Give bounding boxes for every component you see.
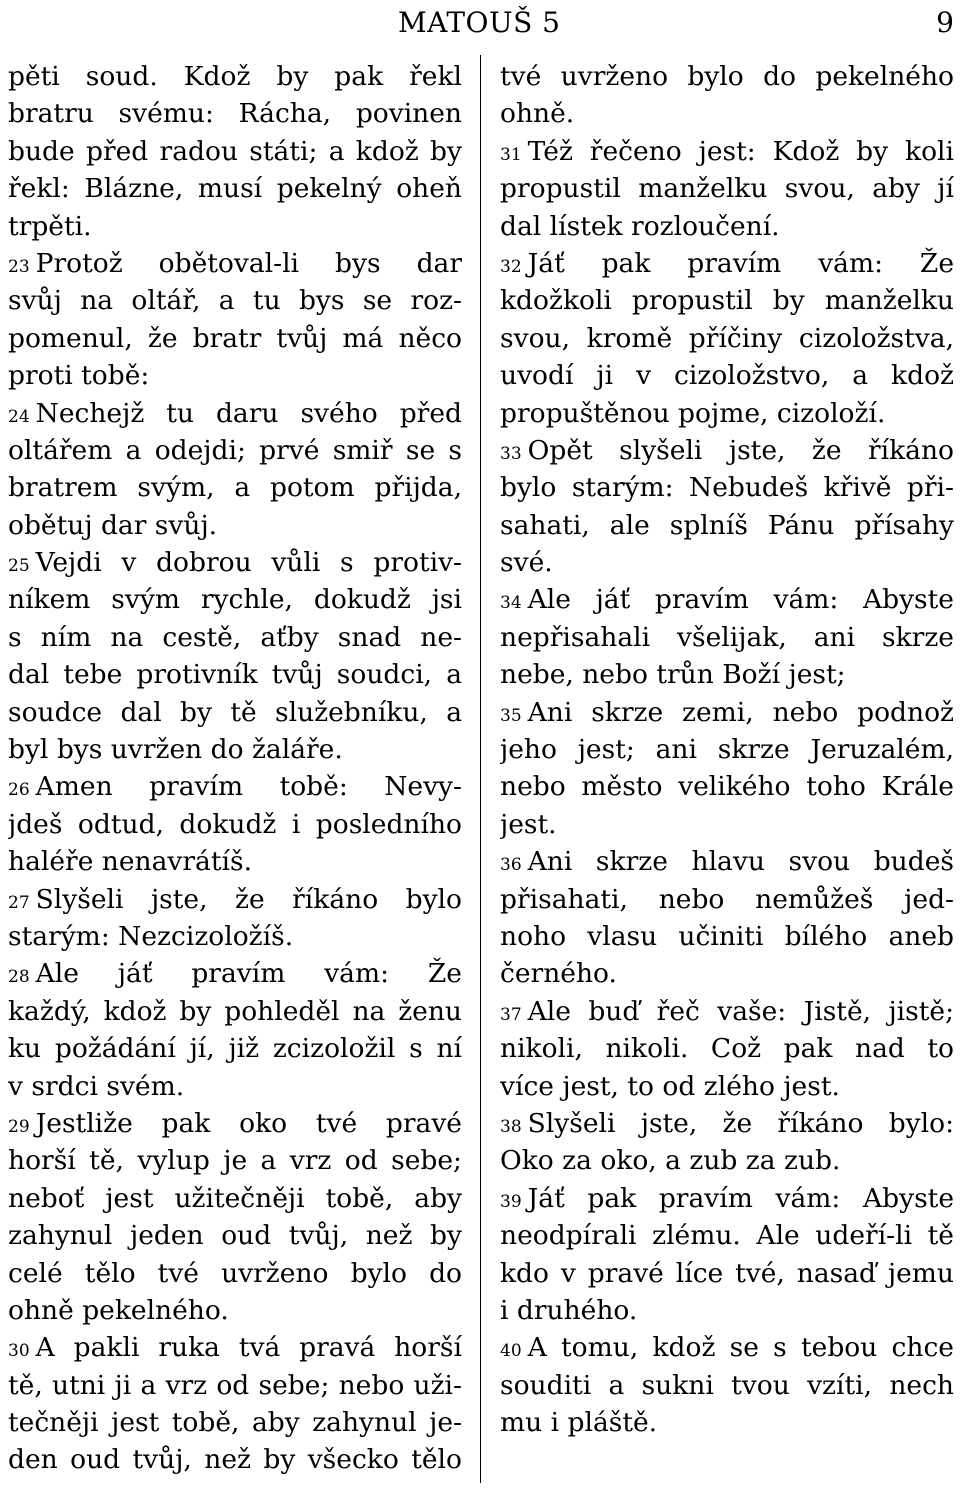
text-line bbox=[500, 1180, 954, 1217]
verse-number: 34 bbox=[500, 593, 522, 614]
line-text: svůj na oltář, a tu bys se roz- bbox=[8, 285, 462, 317]
text-line bbox=[8, 993, 462, 1030]
line-text: sahati, ale splníš Pánu přísahy bbox=[500, 509, 954, 541]
left-column bbox=[8, 58, 462, 1479]
line-text: uvodí ji v cizoložstvo, a kdož bbox=[500, 360, 954, 392]
text-line bbox=[8, 133, 462, 170]
text-line bbox=[500, 881, 954, 918]
line-text: propuštěnou pojme, cizoloží. bbox=[500, 397, 886, 429]
text-line bbox=[500, 581, 954, 618]
text-line bbox=[500, 656, 954, 693]
line-text: bude před radou státi; a kdož by bbox=[8, 135, 462, 167]
verse-number: 32 bbox=[500, 256, 522, 277]
line-text: řekl: Blázne, musí pekelný oheň bbox=[8, 173, 462, 205]
line-text: více jest, to od zlého jest. bbox=[500, 1070, 840, 1102]
line-text: nebe, nebo trůn Boží jest; bbox=[500, 659, 846, 691]
text-line bbox=[500, 95, 954, 132]
text-line bbox=[500, 1142, 954, 1179]
text-line bbox=[500, 768, 954, 805]
text-line bbox=[8, 1105, 462, 1142]
text-line bbox=[8, 694, 462, 731]
verse-number: 40 bbox=[500, 1341, 522, 1362]
text-line bbox=[500, 843, 954, 880]
line-text: každý, kdož by pohleděl na ženu bbox=[8, 995, 462, 1027]
text-line bbox=[8, 282, 462, 319]
line-text: ohně pekelného. bbox=[8, 1294, 229, 1326]
text-line bbox=[8, 656, 462, 693]
text-line bbox=[500, 1255, 954, 1292]
text-line bbox=[8, 58, 462, 95]
text-line bbox=[8, 208, 462, 245]
line-text: nepřisahali všelijak, ani skrze bbox=[500, 621, 954, 653]
text-line bbox=[500, 170, 954, 207]
text-line bbox=[500, 918, 954, 955]
text-line bbox=[8, 806, 462, 843]
column-divider bbox=[480, 55, 481, 1483]
text-line bbox=[8, 1068, 462, 1105]
line-text: jeho jest; ani skrze Jeruzalém, bbox=[500, 734, 954, 766]
text-line bbox=[500, 469, 954, 506]
line-text: Též řečeno jest: Kdož by koli bbox=[527, 135, 954, 167]
text-line bbox=[500, 1404, 954, 1441]
verse-number: 38 bbox=[500, 1116, 522, 1137]
line-text: černého. bbox=[500, 958, 617, 990]
text-line bbox=[8, 955, 462, 992]
line-text: neodpírali zlému. Ale udeří-li tě bbox=[500, 1220, 954, 1252]
line-text: propustil manželku svou, aby jí bbox=[500, 173, 954, 205]
text-line bbox=[500, 1105, 954, 1142]
line-text: Jáť pak pravím vám: Abyste bbox=[527, 1182, 954, 1214]
line-text: bylo starým: Nebudeš křivě při- bbox=[500, 472, 954, 504]
verse-number: 31 bbox=[500, 144, 522, 165]
line-text: neboť jest užitečněji tobě, aby bbox=[8, 1182, 462, 1214]
text-line bbox=[8, 1441, 462, 1478]
verse-number: 23 bbox=[8, 256, 30, 277]
line-text: Ale jáť pravím vám: Abyste bbox=[527, 584, 954, 616]
line-text: jdeš odtud, dokudž i posledního bbox=[8, 808, 462, 840]
text-line bbox=[8, 1030, 462, 1067]
verse-number: 26 bbox=[8, 780, 30, 801]
line-text: Protož obětoval-li bys dar bbox=[35, 247, 462, 279]
verse-number: 37 bbox=[500, 1004, 522, 1025]
text-line bbox=[8, 395, 462, 432]
text-line bbox=[8, 1180, 462, 1217]
text-line bbox=[8, 432, 462, 469]
line-text: tvé uvrženo bylo do pekelného bbox=[500, 61, 954, 92]
text-line bbox=[8, 544, 462, 581]
line-text: Slyšeli jste, že říkáno bylo bbox=[35, 883, 462, 915]
text-line bbox=[8, 768, 462, 805]
line-text: ohně. bbox=[500, 98, 575, 130]
line-text: bratru svému: Rácha, povinen bbox=[8, 98, 462, 130]
verse-number: 39 bbox=[500, 1191, 522, 1212]
text-line bbox=[500, 133, 954, 170]
line-text: horší tě, vylup je a vrz od sebe; bbox=[8, 1145, 462, 1177]
text-line bbox=[500, 357, 954, 394]
line-text: souditi a sukni tvou vzíti, nech bbox=[500, 1369, 954, 1401]
text-line bbox=[8, 619, 462, 656]
line-text: obětuj dar svůj. bbox=[8, 509, 218, 541]
line-text: bratrem svým, a potom přijda, bbox=[8, 472, 462, 504]
text-line bbox=[8, 581, 462, 618]
line-text: pomenul, že bratr tvůj má něco bbox=[8, 322, 462, 354]
text-line bbox=[500, 1292, 954, 1329]
text-line bbox=[500, 208, 954, 245]
text-line bbox=[500, 993, 954, 1030]
page-number: 9 bbox=[936, 6, 954, 39]
text-line bbox=[500, 395, 954, 432]
line-text: v srdci svém. bbox=[8, 1070, 185, 1102]
text-line bbox=[8, 843, 462, 880]
line-text: své. bbox=[500, 547, 553, 579]
verse-number: 36 bbox=[500, 855, 522, 876]
text-line bbox=[500, 1030, 954, 1067]
text-line bbox=[500, 58, 954, 95]
text-line bbox=[500, 1217, 954, 1254]
verse-number: 27 bbox=[8, 892, 30, 913]
text-line bbox=[500, 955, 954, 992]
text-line bbox=[500, 544, 954, 581]
line-text: Jestliže pak oko tvé pravé bbox=[35, 1107, 462, 1139]
text-line bbox=[500, 245, 954, 282]
text-line bbox=[8, 357, 462, 394]
page-header bbox=[0, 6, 960, 46]
text-line bbox=[8, 1404, 462, 1441]
text-line bbox=[500, 694, 954, 731]
text-line bbox=[8, 1142, 462, 1179]
line-text: A pakli ruka tvá pravá horší bbox=[35, 1332, 462, 1364]
line-text: celé tělo tvé uvrženo bylo do bbox=[8, 1257, 462, 1289]
line-text: pěti soud. Kdož by pak řekl bbox=[8, 61, 462, 92]
text-line bbox=[500, 432, 954, 469]
line-text: dal lístek rozloučení. bbox=[500, 210, 780, 242]
line-text: mu i pláště. bbox=[500, 1407, 658, 1439]
line-text: s ním na cestě, aťby snad ne- bbox=[8, 621, 462, 653]
text-line bbox=[8, 507, 462, 544]
line-text: starým: Nezcizoložíš. bbox=[8, 920, 294, 952]
verse-number: 35 bbox=[500, 705, 522, 726]
line-text: nebo město velikého toho Krále bbox=[500, 771, 954, 803]
text-line bbox=[8, 469, 462, 506]
line-text: den oud tvůj, než by všecko tělo bbox=[8, 1444, 462, 1476]
line-text: nikoli, nikoli. Což pak nad to bbox=[500, 1033, 954, 1065]
line-text: byl bys uvržen do žaláře. bbox=[8, 734, 343, 766]
text-line bbox=[8, 1329, 462, 1366]
text-line bbox=[500, 1329, 954, 1366]
line-text: zahynul jeden oud tvůj, než by bbox=[8, 1220, 462, 1252]
line-text: proti tobě: bbox=[8, 360, 150, 392]
line-text: Slyšeli jste, že říkáno bylo: bbox=[527, 1107, 954, 1139]
verse-number: 33 bbox=[500, 443, 522, 464]
verse-number: 25 bbox=[8, 556, 30, 577]
line-text: Ale buď řeč vaše: Jistě, jistě; bbox=[527, 995, 954, 1027]
text-line bbox=[500, 731, 954, 768]
text-line bbox=[8, 1255, 462, 1292]
line-text: kdožkoli propustil by manželku bbox=[500, 285, 954, 317]
line-text: Oko za oko, a zub za zub. bbox=[500, 1145, 841, 1177]
line-text: trpěti. bbox=[8, 210, 92, 242]
line-text: noho vlasu učiniti bílého aneb bbox=[500, 920, 954, 952]
line-text: dal tebe protivník tvůj soudci, a bbox=[8, 659, 462, 691]
line-text: jest. bbox=[500, 808, 557, 840]
line-text: ku požádání jí, již zcizoložil s ní bbox=[8, 1033, 462, 1065]
line-text: i druhého. bbox=[500, 1294, 638, 1326]
verse-number: 28 bbox=[8, 967, 30, 988]
text-line bbox=[500, 806, 954, 843]
text-line bbox=[8, 881, 462, 918]
line-text: přisahati, nebo nemůžeš jed- bbox=[500, 883, 954, 915]
line-text: A tomu, kdož se s tebou chce bbox=[527, 1332, 954, 1364]
text-line bbox=[8, 1217, 462, 1254]
text-line bbox=[8, 320, 462, 357]
line-text: soudce dal by tě služebníku, a bbox=[8, 696, 462, 728]
text-line bbox=[500, 1367, 954, 1404]
text-line bbox=[500, 507, 954, 544]
line-text: kdo v pravé líce tvé, nasaď jemu bbox=[500, 1257, 954, 1289]
line-text: haléře nenavrátíš. bbox=[8, 846, 252, 878]
verse-number: 29 bbox=[8, 1116, 30, 1137]
running-title: MATOUŠ 5 bbox=[398, 6, 561, 39]
text-line bbox=[8, 170, 462, 207]
text-line bbox=[8, 1367, 462, 1404]
line-text: níkem svým rychle, dokudž jsi bbox=[8, 584, 462, 616]
line-text: Nechejž tu daru svého před bbox=[35, 397, 462, 429]
text-line bbox=[500, 282, 954, 319]
line-text: oltářem a odejdi; prvé smiř se s bbox=[8, 434, 462, 466]
text-line bbox=[8, 731, 462, 768]
line-text: Vejdi v dobrou vůli s protiv- bbox=[35, 547, 462, 579]
text-line bbox=[500, 320, 954, 357]
text-line bbox=[8, 245, 462, 282]
line-text: tě, utni ji a vrz od sebe; nebo uži- bbox=[8, 1369, 462, 1401]
line-text: Ale jáť pravím vám: Že bbox=[35, 958, 462, 990]
line-text: Opět slyšeli jste, že říkáno bbox=[527, 434, 954, 466]
line-text: Ani skrze zemi, nebo podnož bbox=[527, 696, 954, 728]
text-line bbox=[500, 1068, 954, 1105]
line-text: svou, kromě příčiny cizoložstva, bbox=[500, 322, 954, 354]
text-line bbox=[8, 95, 462, 132]
text-line bbox=[8, 1292, 462, 1329]
line-text: Jáť pak pravím vám: Že bbox=[527, 247, 954, 279]
text-line bbox=[500, 619, 954, 656]
right-column bbox=[500, 58, 954, 1441]
line-text: Ani skrze hlavu svou budeš bbox=[527, 846, 954, 878]
text-line bbox=[8, 918, 462, 955]
line-text: tečněji jest tobě, aby zahynul je- bbox=[8, 1407, 462, 1439]
line-text: Amen pravím tobě: Nevy- bbox=[35, 771, 462, 803]
verse-number: 24 bbox=[8, 406, 30, 427]
verse-number: 30 bbox=[8, 1341, 30, 1362]
